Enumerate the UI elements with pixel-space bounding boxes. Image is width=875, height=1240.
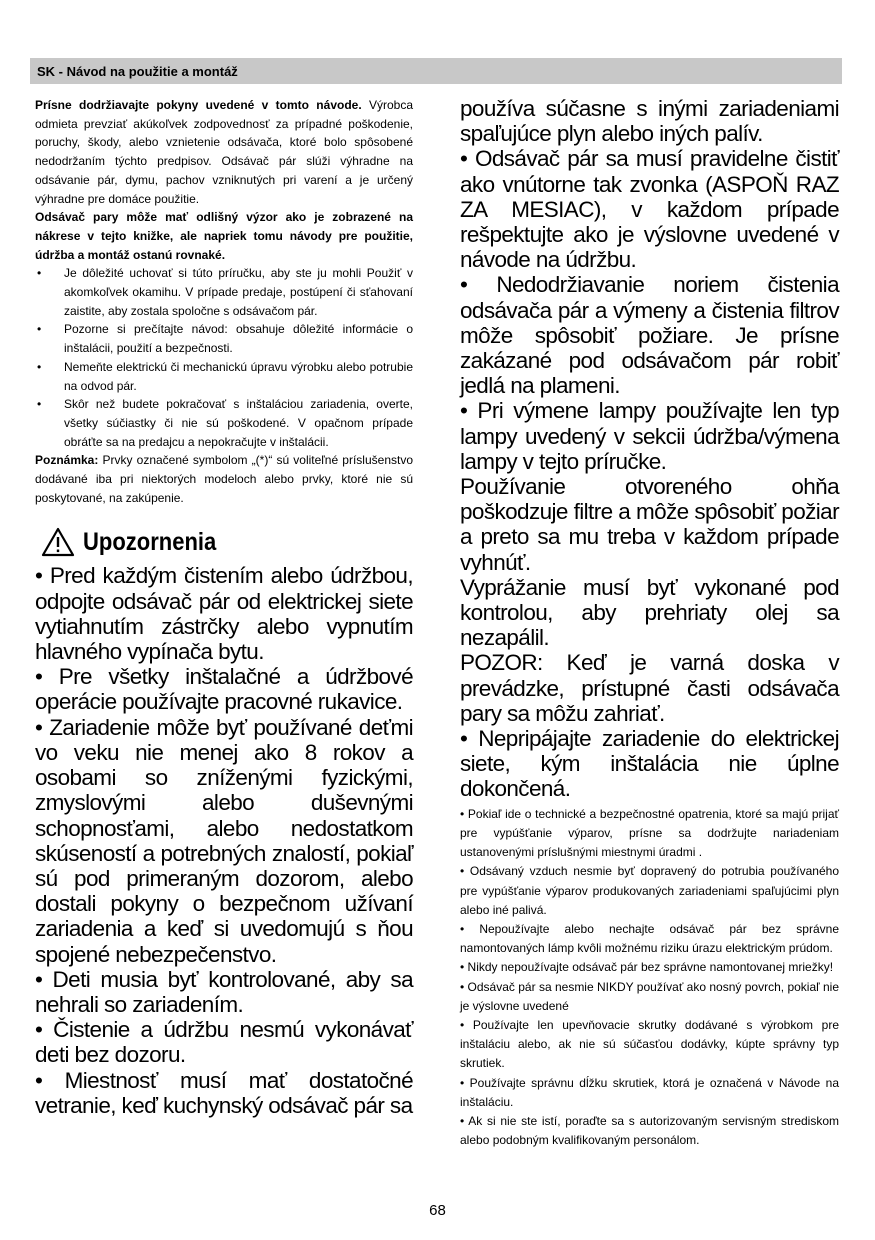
warning-item: Používanie otvoreného ohňa poškodzuje filtre a môže spôsobiť požiar a preto sa mu treba v každom prípade vyhnúť. bbox=[460, 474, 839, 575]
intro-bullet-item: • Pozorne si prečítajte návod: obsahuje dôležité informácie o inštalácii, použití a bezpečnosti. bbox=[35, 320, 413, 357]
note-label: Poznámka: bbox=[35, 453, 99, 468]
warnings-right-list bbox=[460, 96, 839, 802]
small-warning-item: • Nikdy nepoužívajte odsávač pár bez správne namontovanej mriežky! bbox=[460, 960, 834, 975]
warning-item: • Nepripájajte zariadenie do elektrickej siete, kým inštalácia nie úplne dokončená. bbox=[460, 726, 839, 802]
warning-item: • Odsávač pár sa musí pravidelne čistiť ako vnútorne tak zvonka (ASPOŇ RAZ ZA MESIAC), v každom prípade rešpektujte ako je výslovne uvedené v návode na údržbu. bbox=[460, 146, 839, 273]
left-column bbox=[35, 96, 413, 1118]
intro-bullet-item: • Je dôležité uchovať si túto príručku, aby ste ju mohli Použiť v akomkoľvek okamihu. V prípade predaje, postúpení či sťahovaní zaistite, aby zostala spoločne s odsávačom pár. bbox=[35, 264, 413, 320]
warning-item: • Deti musia byť kontrolované, aby sa nehrali so zariadením. bbox=[35, 966, 413, 1017]
intro-bullet-list bbox=[35, 264, 413, 451]
page-number: 68 bbox=[429, 1202, 446, 1219]
note-paragraph bbox=[35, 451, 413, 507]
warnings-title: Upozornenia bbox=[83, 527, 217, 556]
warning-item: • Pre všetky inštalačné a údržbové operácie používajte pracovné rukavice. bbox=[35, 664, 413, 715]
intro-bullet-item: • Nemeňte elektrickú či mechanickú úpravu výrobku alebo potrubie na odvod pár. bbox=[35, 358, 413, 395]
warnings-heading bbox=[35, 525, 413, 559]
small-warning-item: • Používajte správnu dĺžku skrutiek, ktorá je označená v Návode na inštaláciu. bbox=[460, 1075, 839, 1109]
warning-item: • Pri výmene lampy používajte len typ lampy uvedený v sekcii údržba/výmena lampy v tejto príručke. bbox=[460, 398, 839, 474]
intro-bold-text: Prísne dodržiavajte pokyny uvedené v tomto návode. bbox=[35, 98, 362, 112]
small-warning-item: • Nepoužívajte alebo nechajte odsávač pár bez správne namontovaných lámp kvôli možnému riziku úrazu elektrickým prúdom. bbox=[460, 921, 839, 956]
warnings-right-small-list bbox=[460, 805, 839, 1151]
intro-bold-paragraph: Odsávač pary môže mať odlišný výzor ako je zobrazené na nákrese v tejto knižke, ale napriek tomu návody pre použitie, údržba a montáž ostanú rovnaké. bbox=[35, 210, 413, 262]
warning-item: • Miestnosť musí mať dostatočné vetranie, keď kuchynský odsávač pár sa bbox=[35, 1067, 413, 1118]
intro-bullet-item: • Skôr než budete pokračovať s inštaláciou zariadenia, overte, všetky súčiastky či nie sú poškodené. V opačnom prípade obráťte sa na predajcu a nepokračujte v inštalácii. bbox=[35, 395, 413, 451]
section-header-title: SK - Návod na použitie a montáž bbox=[37, 64, 238, 79]
warning-item: • Zariadenie môže byť používané deťmi vo veku nie menej ako 8 rokov a osobami so zníženými fyzickými, zmyslovými alebo duševnými schopnosťami, alebo nedostatkom skúseností a potrebných znalostí, pokiaľ sú pod primeraným dozorom, alebo dostali pokyny o bezpečnom užívaní zariadenia a keď si uvedomujú s ňou spojené nebezpečenstvo. bbox=[35, 714, 413, 967]
intro-paragraph bbox=[35, 96, 413, 208]
warnings-left-list bbox=[35, 563, 413, 1117]
warning-item: • Nedodržiavanie noriem čistenia odsávača pár a výmeny a čistenia filtrov môže spôsobiť požiare. Je prísne zakázané pod odsávačom pár robiť jedlá na plameni. bbox=[460, 272, 839, 399]
warning-triangle-icon bbox=[41, 527, 75, 557]
warning-item: Vyprážanie musí byť vykonané pod kontrolou, aby prehriaty olej sa nezapálil. bbox=[460, 574, 839, 651]
small-warning-item: • Odsávaný vzduch nesmie byť dopravený do potrubia používaného pre vypúšťanie výparov produkovaných zariadeniami spaľujúcimi plyn alebo iné palivá. bbox=[460, 864, 839, 917]
note-text: Prvky označené symbolom „(*)“ sú voliteľné príslušenstvo dodávané iba pri niektorých modeloch alebo prvky, ktoré nie sú poskytované, na zakúpenie. bbox=[35, 453, 413, 505]
warning-item: • Pred každým čistením alebo údržbou, odpojte odsávač pár od elektrickej siete vytiahnutím zástrčky alebo vypnutím hlavného vypínača bytu. bbox=[35, 563, 413, 665]
intro-text: Výrobca odmieta prevziať akúkoľvek zodpovednosť za prípadné poškodenie, poruchy, škody, alebo vznietenie odsávača, ktoré bolo spôsobené nedodržaním týchto predpisov. Odsávač pár slúži výhradne na odsávanie pár, dymu, pachov vzniknutých pri varení a je určený výhradne pre domáce použitie. bbox=[35, 98, 413, 206]
small-warning-item: • Používajte len upevňovacie skrutky dodávané s výrobkom pre inštaláciu alebo, ak nie sú súčasťou dodávky, kúpte správny typ skrutiek. bbox=[460, 1017, 839, 1071]
small-warning-item: • Odsávač pár sa nesmie NIKDY používať ako nosný povrch, pokiaľ nie je výslovne uvedené bbox=[460, 979, 839, 1013]
warning-item: • Čistenie a údržbu nesmú vykonávať deti bez dozoru. bbox=[35, 1017, 413, 1068]
section-header-bar bbox=[30, 58, 842, 84]
small-warning-item: • Ak si nie ste istí, poraďte sa s autorizovaným servisným strediskom alebo podobným kvalifikovaným personálom. bbox=[460, 1113, 839, 1148]
right-column bbox=[460, 96, 839, 1150]
small-warning-item: • Pokiaľ ide o technické a bezpečnostné opatrenia, ktoré sa majú prijať pre vypúšťanie výparov, prísne sa dodržujte nariadeniam ustanovenými príslušnými miestnymi úradmi . bbox=[460, 806, 839, 860]
warning-item: POZOR: Keď je varná doska v prevádzke, prístupné časti odsávača pary sa môžu zahriať. bbox=[460, 650, 839, 726]
warning-item: používa súčasne s inými zariadeniami spaľujúce plyn alebo iných palív. bbox=[460, 96, 839, 147]
